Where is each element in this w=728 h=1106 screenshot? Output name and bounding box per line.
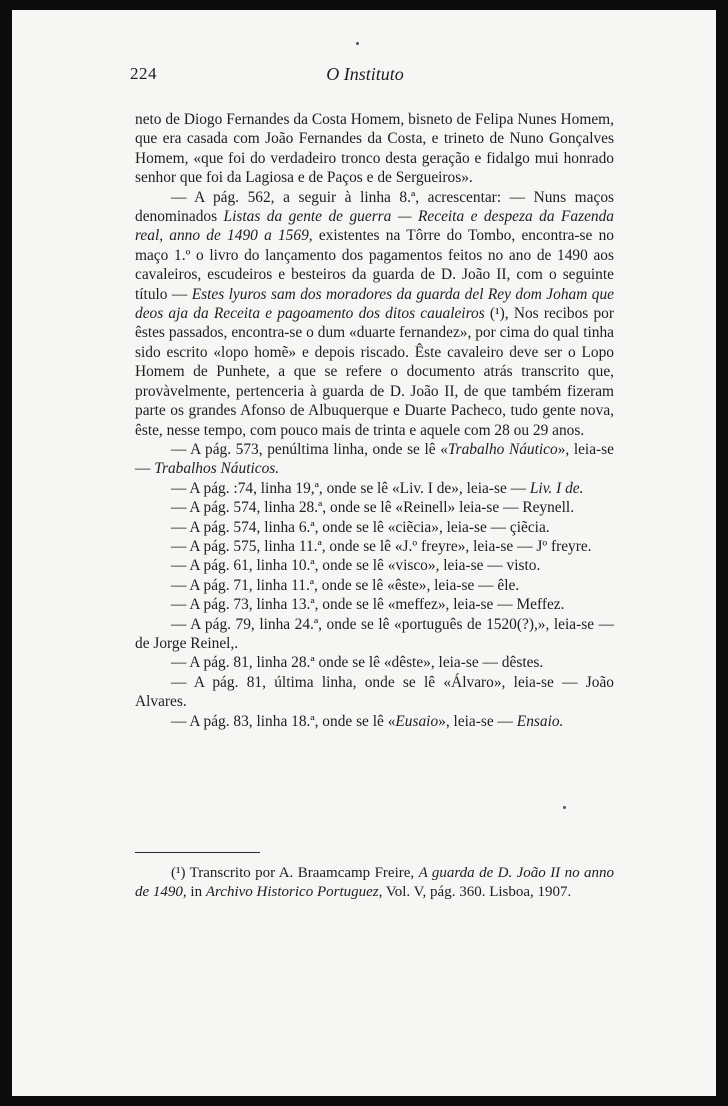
- footnote-intro: (¹) Transcrito por A. Braamcamp Freire,: [171, 865, 419, 881]
- running-title: O Instituto: [326, 64, 404, 84]
- paper-speck: [356, 42, 359, 45]
- footnote-divider: [135, 852, 260, 853]
- correction-item: — A pág. 71, linha 11.ª, onde se lê «êste», leia-se — êle.: [171, 576, 520, 594]
- correction-item: — A pág. 61, linha 10.ª, onde se lê «visco», leia-se — visto.: [171, 557, 541, 575]
- correction-item: — A pág. 574, linha 28.ª, onde se lê «Reinell» leia-se — Reynell.: [171, 499, 575, 517]
- page-number: 224: [130, 64, 157, 83]
- correction-item: — A pág. 81, última linha, onde se lê «Álvaro», leia-se — João Alvares.: [135, 673, 614, 711]
- addition-intro: — A pág. 562, a seguir à linha 8.ª, acrescentar: — Nuns maços denominados: [135, 188, 614, 226]
- correction-item: — A pág. 81, linha 28.ª onde se lê «dêste», leia-se — dêstes.: [171, 654, 544, 672]
- addition-text: existentes na Tôrre do Tombo, encontra-se no maço 1.º o livro do lançamento dos pagamentos feitos no ano de 1490 aos cavaleiros, escudeiros e besteiros da guarda de D. João II, com o seguinte título —: [135, 227, 614, 303]
- addition-book-title: Estes lyuros sam dos moradores da guarda del Rey dom Joham que deos aja da Receita e pagoamento dos ditos caualeiros: [135, 285, 614, 323]
- footnote-citation: Vol. V, pág. 360. Lisboa, 1907.: [382, 884, 572, 901]
- page-header: [130, 64, 600, 88]
- paragraph-addition: [135, 188, 614, 440]
- correction-item: — A pág. 574, linha 6.ª, onde se lê «ciẽcia», leia-se — çiẽcia.: [171, 518, 550, 536]
- main-text: [135, 110, 614, 731]
- addition-conclusion: (¹), Nos recibos por êstes passados, encontra-se o dum «duarte fernandez», por cima do qual tinha sido escrito «lopo homẽ» e depois riscado. Êste cavaleiro deve ser o Lopo Homem de Punhete, a que se refere o documento atrás transcrito que, provàvelmente, pertenceria à guarda de D. João II, de que também fizeram parte os grandes Afonso de Albuquerque e Duarte Pacheco, tudo gente nova, êste, nesse tempo, com pouco mais de trinta e aquele com 28 ou 29 anos.: [135, 305, 614, 439]
- footnote: (¹) Transcrito por A. Braamcamp Freire, A guarda de D. João II no anno de 1490, in Archivo Historico Portuguez, Vol. V, pág. 360. Lisboa, 1907.: [135, 865, 614, 901]
- footnote-work-title: A guarda de D. João II no anno de 1490,: [135, 865, 614, 901]
- footnote-journal-title: Archivo Historico Portuguez,: [205, 884, 383, 901]
- addition-source-title: Listas da gente de guerra — Receita e despeza da Fazenda real, anno de 1490 a 1569,: [135, 208, 614, 245]
- correction-item: — A pág. 575, linha 11.ª, onde se lê «J.º freyre», leia-se — Jº freyre.: [171, 537, 592, 555]
- paper-speck: [563, 806, 566, 809]
- correction-item: — A pág. 73, linha 13.ª, onde se lê «meffez», leia-se — Meffez.: [171, 596, 565, 614]
- correction-item: — A pág. 79, linha 24.ª, onde se lê «português de 1520(?),», leia-se — de Jorge Reinel,.: [135, 615, 614, 652]
- correction-item: — A pág. 573, penúltima linha, onde se lê «Trabalho Náutico», leia-se — Trabalhos Náuticos.: [135, 440, 614, 478]
- correction-item: — A pág. 83, linha 18.ª, onde se lê «Eusaio», leia-se — Ensaio.: [171, 712, 564, 730]
- correction-item: — A pág. :74, linha 19,ª, onde se lê «Liv. I de», leia-se — Liv. I de.: [171, 479, 584, 497]
- paragraph-genealogy: neto de Diogo Fernandes da Costa Homem, bisneto de Felipa Nunes Homem, que era casada com João Fernandes da Costa, e trineto de Nuno Gonçalves Homem, «que foi do verdadeiro tronco desta geração e fidalgo mui honrado senhor que foi da Lagiosa e de Paços e de Sergueiros».: [135, 111, 614, 187]
